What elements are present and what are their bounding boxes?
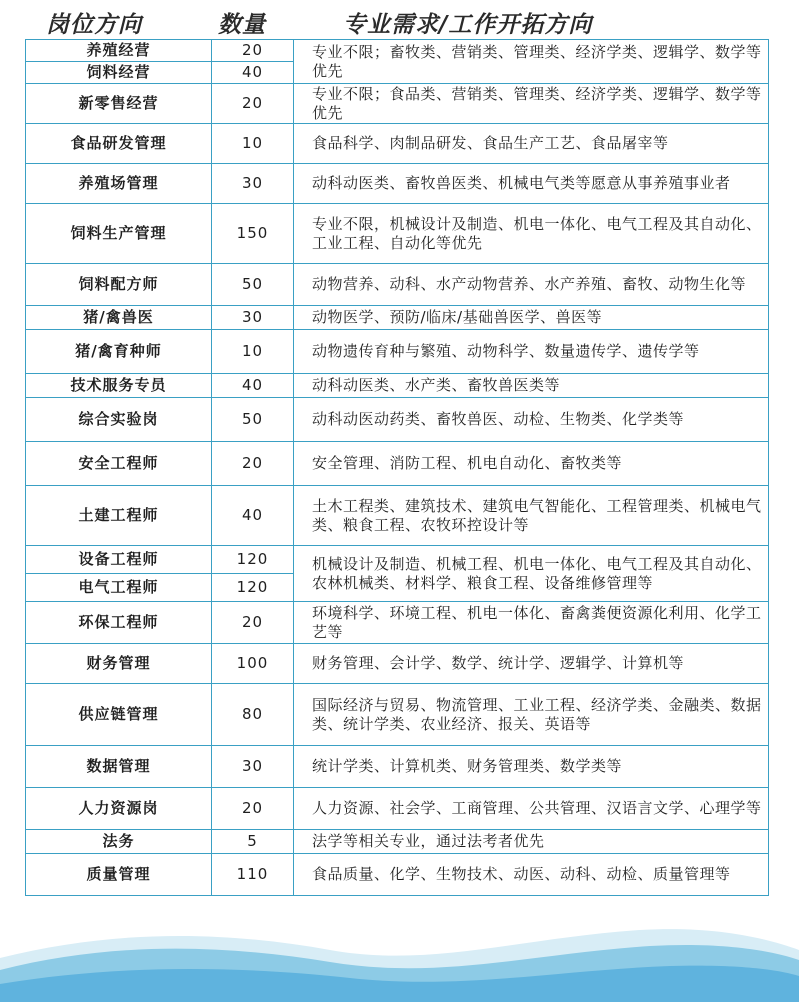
requirement-cell: 国际经济与贸易、物流管理、工业工程、经济学类、金融类、数据类、统计学类、农业经济、报关、英语等 — [294, 684, 769, 746]
requirement-cell: 环境科学、环境工程、机电一体化、畜禽粪便资源化利用、化学工艺等 — [294, 602, 769, 644]
count-cell: 10 — [212, 124, 294, 164]
position-cell: 人力资源岗 — [26, 788, 212, 830]
position-cell: 技术服务专员 — [26, 374, 212, 398]
count-cell: 40 — [212, 374, 294, 398]
count-cell: 10 — [212, 330, 294, 374]
count-cell: 30 — [212, 746, 294, 788]
requirement-cell: 安全管理、消防工程、机电自动化、畜牧类等 — [294, 442, 769, 486]
count-cell: 40 — [212, 486, 294, 546]
count-cell: 50 — [212, 264, 294, 306]
position-cell: 财务管理 — [26, 644, 212, 684]
position-cell: 数据管理 — [26, 746, 212, 788]
count-cell: 50 — [212, 398, 294, 442]
requirement-cell: 人力资源、社会学、工商管理、公共管理、汉语言文学、心理学等 — [294, 788, 769, 830]
requirement-cell: 机械设计及制造、机械工程、机电一体化、电气工程及其自动化、农林机械类、材料学、粮食工程、设备维修管理等 — [294, 546, 769, 602]
requirement-cell: 食品科学、肉制品研发、食品生产工艺、食品屠宰等 — [294, 124, 769, 164]
table-row — [26, 684, 769, 746]
position-cell: 环保工程师 — [26, 602, 212, 644]
requirement-cell: 法学等相关专业，通过法考者优先 — [294, 830, 769, 854]
count-cell: 30 — [212, 306, 294, 330]
count-cell: 5 — [212, 830, 294, 854]
requirement-cell: 统计学类、计算机类、财务管理类、数学类等 — [294, 746, 769, 788]
table-row — [26, 788, 769, 830]
count-cell: 20 — [212, 84, 294, 124]
position-cell: 猪/禽兽医 — [26, 306, 212, 330]
table-row — [26, 830, 769, 854]
requirement-cell: 动科动医动药类、畜牧兽医、动检、生物类、化学类等 — [294, 398, 769, 442]
count-cell: 20 — [212, 442, 294, 486]
table-row — [26, 746, 769, 788]
position-cell: 饲料经营 — [26, 62, 212, 84]
table-row — [26, 204, 769, 264]
table-row — [26, 644, 769, 684]
header-count: 数量 — [218, 12, 266, 38]
requirement-cell: 专业不限；食品类、营销类、管理类、经济学类、逻辑学、数学等优先 — [294, 84, 769, 124]
table-row — [26, 546, 769, 574]
table-row — [26, 854, 769, 896]
table-row — [26, 330, 769, 374]
position-cell: 设备工程师 — [26, 546, 212, 574]
requirement-cell: 动物医学、预防/临床/基础兽医学、兽医等 — [294, 306, 769, 330]
count-cell: 20 — [212, 40, 294, 62]
count-cell: 40 — [212, 62, 294, 84]
count-cell: 120 — [212, 574, 294, 602]
table-header — [0, 0, 799, 40]
table-row — [26, 84, 769, 124]
position-cell: 饲料生产管理 — [26, 204, 212, 264]
position-cell: 供应链管理 — [26, 684, 212, 746]
table-row — [26, 306, 769, 330]
table-row — [26, 486, 769, 546]
requirement-cell: 专业不限，机械设计及制造、机电一体化、电气工程及其自动化、工业工程、自动化等优先 — [294, 204, 769, 264]
job-table — [25, 39, 769, 896]
count-cell: 20 — [212, 788, 294, 830]
requirement-cell: 专业不限；畜牧类、营销类、管理类、经济学类、逻辑学、数学等优先 — [294, 40, 769, 84]
requirement-cell: 动物营养、动科、水产动物营养、水产养殖、畜牧、动物生化等 — [294, 264, 769, 306]
count-cell: 100 — [212, 644, 294, 684]
count-cell: 20 — [212, 602, 294, 644]
header-position: 岗位方向 — [46, 12, 142, 38]
requirement-cell: 动科动医类、水产类、畜牧兽医类等 — [294, 374, 769, 398]
position-cell: 法务 — [26, 830, 212, 854]
position-cell: 食品研发管理 — [26, 124, 212, 164]
position-cell: 安全工程师 — [26, 442, 212, 486]
position-cell: 猪/禽育种师 — [26, 330, 212, 374]
requirement-cell: 财务管理、会计学、数学、统计学、逻辑学、计算机等 — [294, 644, 769, 684]
header-requirement: 专业需求/工作开拓方向 — [343, 12, 593, 38]
table-row — [26, 398, 769, 442]
position-cell: 养殖场管理 — [26, 164, 212, 204]
requirement-cell: 土木工程类、建筑技术、建筑电气智能化、工程管理类、机械电气类、粮食工程、农牧环控设计等 — [294, 486, 769, 546]
table-row — [26, 124, 769, 164]
table-row — [26, 264, 769, 306]
position-cell: 新零售经营 — [26, 84, 212, 124]
position-cell: 饲料配方师 — [26, 264, 212, 306]
count-cell: 120 — [212, 546, 294, 574]
position-cell: 质量管理 — [26, 854, 212, 896]
requirement-cell: 食品质量、化学、生物技术、动医、动科、动检、质量管理等 — [294, 854, 769, 896]
requirement-cell: 动科动医类、畜牧兽医类、机械电气类等愿意从事养殖事业者 — [294, 164, 769, 204]
table-row — [26, 602, 769, 644]
count-cell: 150 — [212, 204, 294, 264]
position-cell: 电气工程师 — [26, 574, 212, 602]
count-cell: 80 — [212, 684, 294, 746]
position-cell: 综合实验岗 — [26, 398, 212, 442]
position-cell: 养殖经营 — [26, 40, 212, 62]
count-cell: 110 — [212, 854, 294, 896]
count-cell: 30 — [212, 164, 294, 204]
table-row — [26, 442, 769, 486]
wave-decoration — [0, 920, 799, 1002]
position-cell: 土建工程师 — [26, 486, 212, 546]
requirement-cell: 动物遗传育种与繁殖、动物科学、数量遗传学、遗传学等 — [294, 330, 769, 374]
table-row — [26, 40, 769, 62]
table-row — [26, 374, 769, 398]
table-row — [26, 164, 769, 204]
